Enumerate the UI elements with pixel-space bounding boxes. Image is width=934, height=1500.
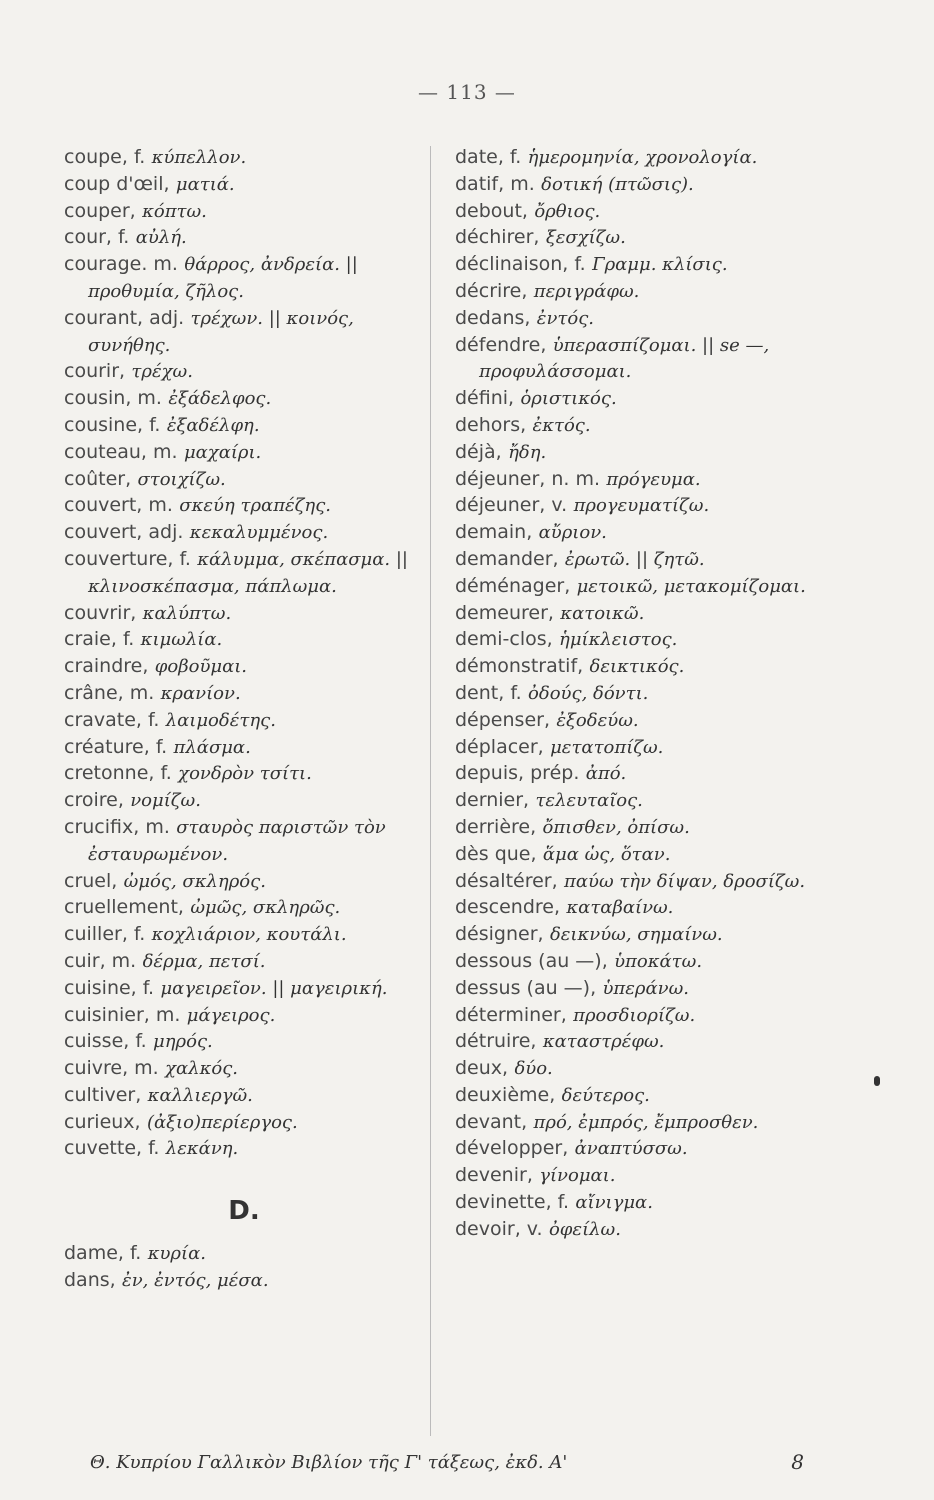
entry-headword: devinette, f. xyxy=(455,1191,570,1214)
entry-headword: déchirer, xyxy=(455,226,540,249)
entry-translation: μηρός. xyxy=(153,1031,213,1053)
entry-headword: devoir, v. xyxy=(455,1217,543,1240)
entry-translation: μάγειρος. xyxy=(186,1004,276,1026)
entry-translation: μετατοπίζω. xyxy=(550,736,664,758)
entry-translation: δεικνύω, σημαίνω. xyxy=(549,924,723,946)
dictionary-entry xyxy=(455,1028,855,1055)
entry-translation: δεικτικός. xyxy=(589,656,685,678)
entry-headword: cultiver, xyxy=(64,1083,142,1106)
entry-headword: demain, xyxy=(455,521,533,544)
entry-headword: curieux, xyxy=(64,1110,141,1133)
entry-headword: craie, f. xyxy=(64,628,135,651)
entry-translation: ἐξαδέλφη. xyxy=(166,414,260,436)
entry-headword: coupe, f. xyxy=(64,146,146,168)
dictionary-entry xyxy=(64,1267,424,1294)
dictionary-entry xyxy=(64,1135,424,1162)
dictionary-entry xyxy=(64,198,424,225)
entry-translation: αὐλή. xyxy=(135,227,187,249)
entry-translation: σκεύη τραπέζης. xyxy=(179,495,332,517)
entry-translation: νομίζω. xyxy=(130,790,201,812)
entry-headword: cravate, f. xyxy=(64,708,160,731)
dictionary-entry xyxy=(64,466,424,493)
entry-translation: στοιχίζω. xyxy=(137,468,226,490)
entry-headword: dedans, xyxy=(455,306,531,329)
page-number: — 113 — xyxy=(418,80,516,104)
dictionary-entry xyxy=(455,1082,855,1109)
entry-headword: développer, xyxy=(455,1137,569,1160)
entry-translation: πλάσμα. xyxy=(173,736,251,758)
entry-headword: dans, xyxy=(64,1269,116,1292)
entry-headword: dessus (au —), xyxy=(455,976,597,999)
entry-headword: couverture, f. xyxy=(64,547,191,570)
dictionary-entry xyxy=(64,814,424,868)
entry-translation: ὀφείλω. xyxy=(548,1218,621,1240)
entry-translation: κρανίον. xyxy=(160,682,241,704)
dictionary-entry xyxy=(455,1216,855,1243)
dictionary-entry xyxy=(64,439,424,466)
entry-headword: défendre, xyxy=(455,333,547,356)
dictionary-entry xyxy=(64,894,424,921)
entry-translation: κοχλιάριον, κουτάλι. xyxy=(151,924,347,946)
entry-headword: créature, f. xyxy=(64,735,168,758)
entry-headword: cousin, m. xyxy=(64,387,162,410)
entry-headword: demi-clos, xyxy=(455,628,553,651)
dictionary-entry xyxy=(455,251,855,278)
dictionary-entry xyxy=(455,439,855,466)
entry-translation: κατοικῶ. xyxy=(560,602,645,624)
entry-translation: καλλιεργῶ. xyxy=(147,1084,253,1106)
entry-headword: déjeuner, n. m. xyxy=(455,467,601,490)
dictionary-entry xyxy=(64,251,424,305)
dictionary-entry xyxy=(455,305,855,332)
dictionary-entry xyxy=(455,1109,855,1136)
footer-text: Θ. Κυπρίου Γαλλικὸν Βιβλίον τῆς Γ' τάξεως, ἐκδ. Α' xyxy=(90,1452,568,1473)
dictionary-entry xyxy=(455,278,855,305)
entry-translation: σταυρὸς παριστῶν τὸν ἐσταυρωμένον. xyxy=(88,816,386,865)
dictionary-entry xyxy=(455,600,855,627)
dictionary-entry xyxy=(455,198,855,225)
entry-translation: κεκαλυμμένος. xyxy=(189,522,329,544)
entry-translation: ἐν, ἐντός, μέσα. xyxy=(122,1270,269,1292)
dictionary-entry xyxy=(455,171,855,198)
entry-headword: courant, adj. xyxy=(64,306,185,329)
entry-headword: coup d'œil, xyxy=(64,172,170,195)
entry-translation: λεκάνη. xyxy=(165,1138,239,1160)
entry-headword: couvert, m. xyxy=(64,494,173,517)
dictionary-entry xyxy=(64,519,424,546)
dictionary-entry xyxy=(455,707,855,734)
entry-headword: dame, f. xyxy=(64,1242,142,1265)
dictionary-entry xyxy=(455,519,855,546)
dictionary-entry xyxy=(455,224,855,251)
column-divider xyxy=(430,146,431,1436)
entry-translation: ἐντός. xyxy=(536,307,594,329)
dictionary-entry xyxy=(64,358,424,385)
entry-translation: αἴνιγμα. xyxy=(575,1192,653,1214)
entry-translation: μετοικῶ, μετακομίζομαι. xyxy=(576,575,806,597)
entry-headword: démonstratif, xyxy=(455,655,584,678)
entry-translation: δεύτερος. xyxy=(561,1084,650,1106)
entry-translation: κύπελλον. xyxy=(151,147,247,168)
entry-translation: ἐξοδεύω. xyxy=(556,709,639,731)
entry-translation: παύω τὴν δίψαν, δροσίζω. xyxy=(564,870,806,892)
entry-translation: ἐκτός. xyxy=(532,414,591,436)
entry-translation: ἀναπτύσσω. xyxy=(574,1138,688,1160)
entry-translation: πρόγευμα. xyxy=(606,468,701,490)
entry-translation: ἐξάδελφος. xyxy=(168,388,272,410)
entry-headword: dès que, xyxy=(455,842,537,865)
entry-translation: ὠμός, σκληρός. xyxy=(123,870,266,892)
dictionary-entry xyxy=(455,1135,855,1162)
dictionary-entry xyxy=(455,680,855,707)
entry-headword: croire, xyxy=(64,789,124,812)
dictionary-entry xyxy=(64,680,424,707)
dictionary-entry xyxy=(64,1082,424,1109)
dictionary-entry xyxy=(455,653,855,680)
entry-headword: cuir, m. xyxy=(64,949,137,972)
entry-translation: δέρμα, πετσί. xyxy=(142,950,266,972)
entry-headword: cretonne, f. xyxy=(64,762,172,785)
entry-headword: cuivre, m. xyxy=(64,1057,159,1080)
entry-headword: deux, xyxy=(455,1057,509,1080)
entry-headword: craindre, xyxy=(64,655,149,678)
sheet-number: 8 xyxy=(791,1450,804,1474)
dictionary-entry xyxy=(64,492,424,519)
entry-translation: ἐρωτῶ. || ζητῶ. xyxy=(564,548,705,570)
dictionary-entry xyxy=(455,573,855,600)
dictionary-entry xyxy=(455,868,855,895)
entry-headword: devenir, xyxy=(455,1164,533,1187)
entry-translation: ἅμα ὡς, ὅταν. xyxy=(542,843,671,865)
entry-headword: déterminer, xyxy=(455,1003,567,1026)
dictionary-entry xyxy=(455,921,855,948)
entry-translation: (ἀξιο)περίεργος. xyxy=(146,1111,298,1133)
entry-translation: περιγράφω. xyxy=(533,280,640,302)
entry-headword: déjà, xyxy=(455,440,502,463)
entry-translation: κιμωλία. xyxy=(140,629,223,651)
dictionary-entry xyxy=(64,1055,424,1082)
entry-headword: courage. m. xyxy=(64,253,178,276)
entry-headword: cuiller, f. xyxy=(64,923,146,946)
entry-headword: deuxième, xyxy=(455,1083,556,1106)
dictionary-entry xyxy=(455,385,855,412)
entry-translation: καταβαίνω. xyxy=(566,897,674,919)
entry-headword: déjeuner, v. xyxy=(455,494,568,517)
entry-headword: désaltérer, xyxy=(455,869,558,892)
entry-headword: date, f. xyxy=(455,146,522,168)
entry-headword: crâne, m. xyxy=(64,681,155,704)
entry-headword: dehors, xyxy=(455,413,527,436)
entry-headword: décrire, xyxy=(455,279,528,302)
entry-translation: ὁριστικός. xyxy=(520,388,617,410)
entry-headword: cousine, f. xyxy=(64,413,161,436)
dictionary-entry xyxy=(64,171,424,198)
entry-headword: dessous (au —), xyxy=(455,949,608,972)
entry-headword: descendre, xyxy=(455,896,561,919)
entry-translation: δύο. xyxy=(514,1058,553,1080)
entry-translation: χονδρὸν τσίτι. xyxy=(178,763,312,785)
dictionary-entry xyxy=(455,466,855,493)
entry-headword: cour, f. xyxy=(64,226,130,249)
dictionary-entry xyxy=(455,144,855,171)
entry-headword: couteau, m. xyxy=(64,440,178,463)
entry-translation: ὀδούς, δόντι. xyxy=(528,682,649,704)
section-letter: D. xyxy=(228,1196,260,1227)
entry-translation: κυρία. xyxy=(147,1243,206,1265)
dictionary-entry xyxy=(455,975,855,1002)
entry-translation: κάλυμμα, σκέπασμα. || κλινοσκέπασμα, πάπλωμα. xyxy=(88,548,408,597)
entry-headword: déplacer, xyxy=(455,735,544,758)
dictionary-entry xyxy=(64,144,424,171)
dictionary-entry xyxy=(64,412,424,439)
dictionary-entry xyxy=(64,305,424,359)
entry-translation: τελευταῖος. xyxy=(535,790,643,812)
entry-headword: déménager, xyxy=(455,574,571,597)
dictionary-entry xyxy=(455,412,855,439)
entry-translation: κόπτω. xyxy=(142,200,207,222)
dictionary-entry xyxy=(455,1055,855,1082)
entry-translation: χαλκός. xyxy=(165,1058,239,1080)
entry-translation: προσδιορίζω. xyxy=(573,1004,696,1026)
entry-headword: cuisse, f. xyxy=(64,1030,147,1053)
entry-translation: ὄπισθεν, ὀπίσω. xyxy=(542,816,690,838)
entry-headword: détruire, xyxy=(455,1030,537,1053)
entry-headword: demander, xyxy=(455,547,559,570)
entry-translation: ἡμίκλειστος. xyxy=(559,629,678,651)
dictionary-entry xyxy=(64,600,424,627)
dictionary-entry xyxy=(455,734,855,761)
entry-headword: cuvette, f. xyxy=(64,1137,160,1160)
entry-translation: μαχαίρι. xyxy=(183,441,262,463)
entry-headword: désigner, xyxy=(455,923,544,946)
entry-translation: λαιμοδέτης. xyxy=(165,709,276,731)
dictionary-entry xyxy=(64,787,424,814)
entry-translation: φοβοῦμαι. xyxy=(154,656,248,678)
entry-headword: derrière, xyxy=(455,815,537,838)
entry-translation: ἡμερομηνία, χρονολογία. xyxy=(527,147,758,168)
dictionary-entry xyxy=(455,492,855,519)
entry-translation: ματιά. xyxy=(175,173,235,195)
entry-headword: cruellement, xyxy=(64,896,184,919)
dictionary-entry xyxy=(455,1162,855,1189)
dictionary-entry xyxy=(64,653,424,680)
entry-translation: μαγειρεῖον. || μαγειρική. xyxy=(160,977,388,999)
entry-translation: δοτική (πτῶσις). xyxy=(541,173,694,195)
entry-translation: Γραμμ. κλίσις. xyxy=(592,254,728,276)
entry-translation: ὠμῶς, σκληρῶς. xyxy=(190,897,341,919)
dictionary-entry xyxy=(455,814,855,841)
ink-mark xyxy=(874,1076,880,1086)
entry-translation: ὑπερασπίζομαι. || se —, προφυλάσσομαι. xyxy=(479,334,770,383)
dictionary-entry xyxy=(64,224,424,251)
dictionary-entry xyxy=(455,546,855,573)
dictionary-entry xyxy=(455,332,855,386)
dictionary-entry xyxy=(64,546,424,600)
entry-headword: cuisinier, m. xyxy=(64,1003,181,1026)
entry-headword: dépenser, xyxy=(455,708,550,731)
dictionary-entry xyxy=(455,1002,855,1029)
dictionary-entry xyxy=(455,841,855,868)
dictionary-entry xyxy=(64,868,424,895)
dictionary-entry xyxy=(64,921,424,948)
entry-headword: couvrir, xyxy=(64,601,137,624)
dictionary-entry xyxy=(64,734,424,761)
entry-translation: ὑπεράνω. xyxy=(602,977,689,999)
dictionary-entry xyxy=(64,626,424,653)
entry-translation: τρέχω. xyxy=(131,361,193,383)
entry-translation: ἤδη. xyxy=(508,441,547,463)
entry-headword: couvert, adj. xyxy=(64,521,184,544)
entry-headword: défini, xyxy=(455,387,515,410)
dictionary-entry xyxy=(455,948,855,975)
dictionary-entry xyxy=(64,948,424,975)
entry-headword: cuisine, f. xyxy=(64,976,155,999)
entry-headword: crucifix, m. xyxy=(64,815,170,838)
dictionary-entry xyxy=(64,1240,424,1267)
entry-headword: debout, xyxy=(455,199,528,222)
entry-headword: dent, f. xyxy=(455,681,522,704)
dictionary-entry xyxy=(64,707,424,734)
entry-headword: demeurer, xyxy=(455,601,554,624)
dictionary-entry xyxy=(455,787,855,814)
entry-translation: καταστρέφω. xyxy=(542,1031,665,1053)
entry-headword: courir, xyxy=(64,360,126,383)
entry-headword: depuis, prép. xyxy=(455,762,580,785)
dictionary-entry xyxy=(455,760,855,787)
dictionary-entry xyxy=(64,760,424,787)
dictionary-entry xyxy=(455,626,855,653)
dictionary-entry xyxy=(64,975,424,1002)
entry-translation: ὄρθιος. xyxy=(534,200,601,222)
entry-headword: datif, m. xyxy=(455,172,535,195)
entry-translation: πρό, ἐμπρός, ἔμπροσθεν. xyxy=(533,1111,759,1133)
entry-translation: αὔριον. xyxy=(538,522,607,544)
entry-translation: ξεσχίζω. xyxy=(545,227,626,249)
entry-translation: ἀπό. xyxy=(585,763,627,785)
right-column xyxy=(455,144,855,1243)
dictionary-entry xyxy=(64,1002,424,1029)
entry-translation: γίνομαι. xyxy=(539,1165,616,1187)
entry-translation: καλύπτω. xyxy=(142,602,232,624)
dictionary-entry xyxy=(64,1028,424,1055)
entry-headword: devant, xyxy=(455,1110,528,1133)
entry-headword: cruel, xyxy=(64,869,118,892)
entry-translation: προγευματίζω. xyxy=(573,495,710,517)
entry-headword: dernier, xyxy=(455,789,530,812)
entry-headword: couper, xyxy=(64,199,136,222)
entry-headword: coûter, xyxy=(64,467,132,490)
entry-translation: τρέχων. || κοινός, συνήθης. xyxy=(88,307,354,356)
dictionary-entry xyxy=(455,894,855,921)
dictionary-entry xyxy=(64,1109,424,1136)
dictionary-entry xyxy=(455,1189,855,1216)
entry-translation: ὑποκάτω. xyxy=(614,950,703,972)
entry-translation: θάρρος, ἀνδρεία. || προθυμία, ζῆλος. xyxy=(88,254,358,302)
entry-headword: déclinaison, f. xyxy=(455,253,586,276)
left-column xyxy=(64,144,424,1294)
dictionary-entry xyxy=(64,385,424,412)
